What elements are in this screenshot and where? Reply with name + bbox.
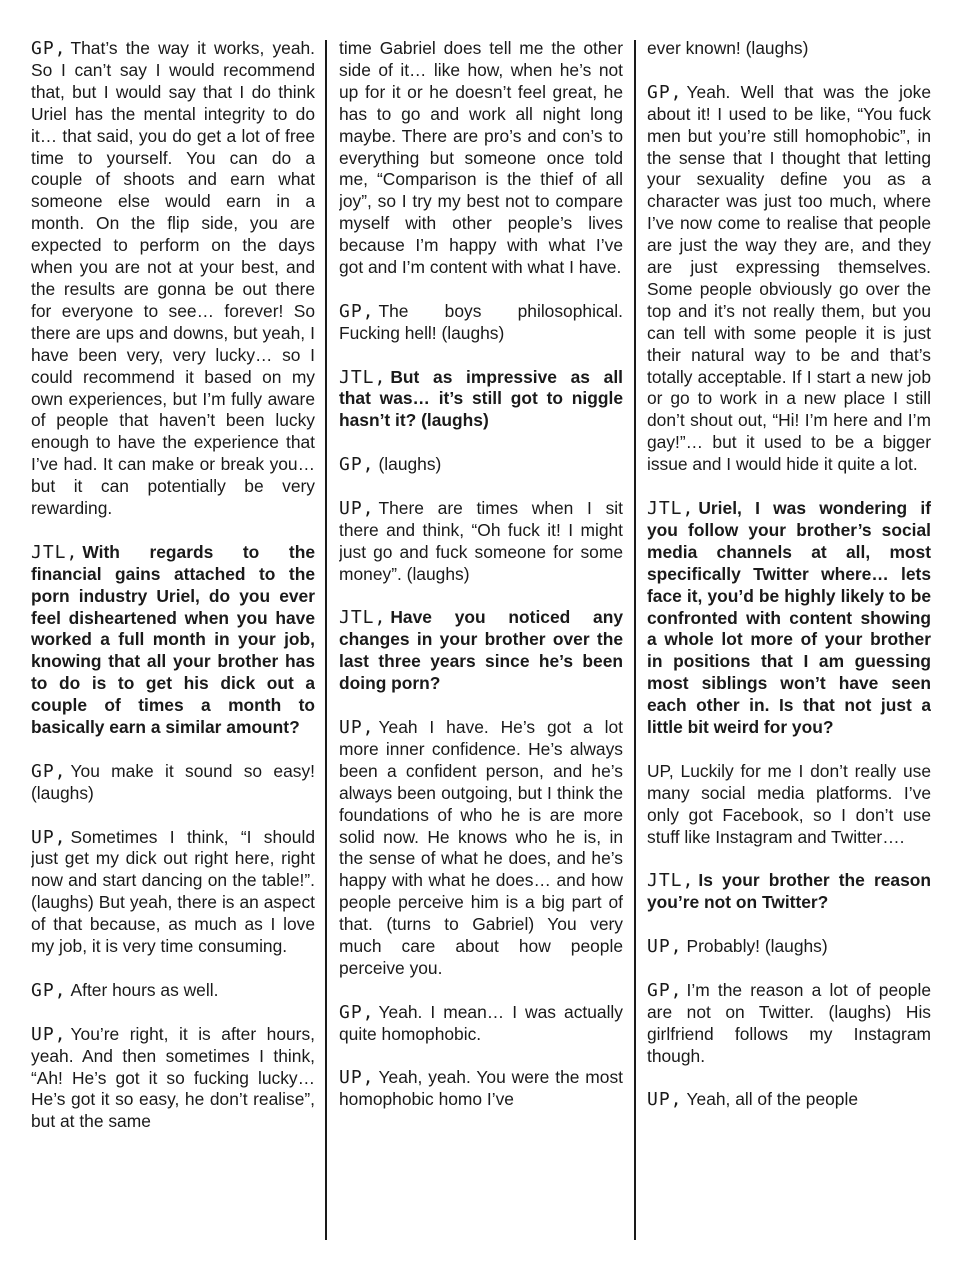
interview-paragraph bbox=[31, 761, 315, 805]
interviewer-question bbox=[339, 607, 623, 695]
speaker-tag: JTL, bbox=[339, 607, 387, 629]
interviewer-question bbox=[647, 498, 931, 739]
interview-paragraph bbox=[647, 38, 931, 60]
speaker-tag: UP, bbox=[339, 717, 375, 738]
speaker-tag: GP, bbox=[31, 38, 67, 59]
interviewer-question bbox=[339, 367, 623, 433]
column-1 bbox=[31, 38, 315, 1242]
paragraph-text: Yeah. Well that was the joke about it! I used to be like, “You fuck men but you’re still homophobic”, in the sense that I thought that letting your sexuality define you as a character was just too much, where I’ve now come to realise that people are just the way they are, and they are just expressing themselves. Some people obviously go over the top and it’s not really them, but you can tell with some people it is just their natural way to be and that’s totally acceptable. If I start a new job or go to work in a new place I still don’t shout out, “Hi! I’m here and I’m gay!”… but it used to be a bigger issue and I would hide it quite a lot. bbox=[647, 81, 931, 475]
speaker-tag: UP, bbox=[647, 1089, 683, 1111]
interview-paragraph bbox=[339, 1067, 623, 1111]
interview-paragraph bbox=[339, 1002, 623, 1046]
interview-paragraph bbox=[31, 1024, 315, 1134]
interview-paragraph bbox=[647, 936, 931, 958]
paragraph-text: That’s the way it works, yeah. So I can’t say I would recommend that, but I would say that I do think Uriel has the mental integrity to do it… that said, you do get a lot of free time to yourself. You can do a couple of shoots and earn what someone else would earn in a month. On the flip side, you are expected to perform on the days when you are not at your best, and the results are gonna be out there for everyone to see… forever! So there are ups and downs, but yeah, I have been very, very lucky… so I could recommend it based on my own experiences, but I’m fully aware of people that haven’t been lucky enough to have the experience that I’ve had. It can make or break you… but it can potentially be very rewarding. bbox=[31, 38, 315, 519]
paragraph-text: The boys philosophical. Fucking hell! (laughs) bbox=[339, 300, 623, 343]
column-2 bbox=[339, 38, 623, 1242]
interview-paragraph bbox=[31, 38, 315, 520]
speaker-tag: UP, bbox=[31, 1023, 67, 1045]
speaker-tag: GP, bbox=[339, 1001, 375, 1023]
speaker-tag: UP, bbox=[647, 936, 683, 958]
interview-paragraph bbox=[339, 38, 623, 279]
paragraph-text: With regards to the financial gains attached to the porn industry Uriel, do you ever feel disheartened when you have worked a full month in your job, knowing that all your brother has to do is to get his dick out a couple of times a month to basically earn a similar amount? bbox=[31, 541, 315, 738]
paragraph-text: Yeah, all of the people bbox=[686, 1089, 858, 1110]
paragraph-text: You’re right, it is after hours, yeah. And then sometimes I think, “Ah! He’s got it so fucking lucky… He’s got it so easy, he don’t realise”, but at the same bbox=[31, 1023, 315, 1132]
interview-paragraph bbox=[339, 454, 623, 476]
interviewer-question bbox=[647, 870, 931, 914]
interview-paragraph bbox=[31, 827, 315, 958]
interview-paragraph bbox=[339, 498, 623, 586]
paragraph-text: I’m the reason a lot of people are not on Twitter. (laughs) His girlfriend follows my Instagram though. bbox=[647, 979, 931, 1066]
paragraph-text: Yeah. I mean… I was actually quite homophobic. bbox=[339, 1001, 623, 1044]
paragraph-text: Is your brother the reason you’re not on Twitter? bbox=[647, 870, 931, 913]
paragraph-text: time Gabriel does tell me the other side of it… like how, when he’s not up for it or he doesn’t feel great, he has to go and work all night long maybe. There are pro’s and con’s to everything but someone once told me, “Comparison is the thief of all joy”, so I try my best not to compare myself with other people’s lives because I’m happy with what I’ve got and I’m content with what I have. bbox=[339, 38, 623, 278]
interview-paragraph bbox=[647, 980, 931, 1068]
interview-paragraph bbox=[647, 1089, 931, 1111]
speaker-tag: UP, bbox=[31, 826, 67, 848]
speaker-tag: UP, bbox=[339, 1067, 375, 1089]
speaker-tag: JTL, bbox=[339, 366, 387, 388]
speaker-tag: JTL, bbox=[31, 541, 79, 563]
paragraph-text: But as impressive as all that was… it’s still got to niggle hasn’t it? (laughs) bbox=[339, 366, 623, 431]
paragraph-text: Uriel, I was wondering if you follow your brother’s social media channels at all, most specifically Twitter where… lets face it, you’d be highly likely to be confronted with content showing a whole lot more of your brother in positions that I am guessing most siblings won’t have seen each other in. Is that not just a little bit weird for you? bbox=[647, 498, 931, 738]
interview-paragraph bbox=[339, 301, 623, 345]
speaker-tag: GP, bbox=[31, 979, 67, 1001]
speaker-tag: JTL, bbox=[647, 870, 695, 892]
paragraph-text: You make it sound so easy! (laughs) bbox=[31, 760, 315, 803]
interview-paragraph bbox=[31, 980, 315, 1002]
speaker-tag: GP, bbox=[647, 979, 683, 1001]
speaker-tag: UP, bbox=[339, 497, 375, 519]
paragraph-text: Sometimes I think, “I should just get my dick out right here, right now and start dancing on the table!”. (laughs) But yeah, there is an aspect of that because, as much as I love my job, it is very time consuming. bbox=[31, 826, 315, 957]
speaker-tag: GP, bbox=[339, 300, 375, 322]
interview-paragraph bbox=[339, 717, 623, 980]
paragraph-text: Yeah I have. He’s got a lot more inner confidence. He’s always been a confident person, and he’s always been outgoing, but I think the foundations of who he is are more solid now. He knows who he is, in the sense of what he does, and he’s happy with what he does… and how people perceive him is a big part of that. (turns to Gabriel) You very much care about how people perceive you. bbox=[339, 717, 623, 978]
paragraph-text: Probably! (laughs) bbox=[686, 936, 828, 957]
interview-paragraph bbox=[647, 761, 931, 849]
speaker-tag: GP, bbox=[339, 454, 375, 476]
column-3 bbox=[647, 38, 931, 1242]
paragraph-text: There are times when I sit there and think, “Oh fuck it! I might just go and fuck someone for some money”. (laughs) bbox=[339, 497, 623, 584]
column-divider bbox=[634, 40, 636, 1240]
paragraph-text: (laughs) bbox=[378, 454, 442, 475]
speaker-tag: GP, bbox=[647, 81, 683, 103]
paragraph-text: Yeah, yeah. You were the most homophobic homo I’ve bbox=[339, 1067, 623, 1110]
interview-paragraph bbox=[647, 82, 931, 476]
interviewer-question bbox=[31, 542, 315, 739]
paragraph-text: Have you noticed any changes in your brother over the last three years since he’s been doing porn? bbox=[339, 607, 623, 694]
paragraph-text: UP, Luckily for me I don’t really use many social media platforms. I’ve only got Facebook, so I don’t use stuff like Instagram and Twitter…. bbox=[647, 760, 931, 847]
column-divider bbox=[325, 40, 327, 1240]
speaker-tag: JTL, bbox=[647, 498, 695, 519]
paragraph-text: ever known! (laughs) bbox=[647, 38, 809, 58]
speaker-tag: GP, bbox=[31, 760, 67, 782]
paragraph-text: After hours as well. bbox=[70, 979, 219, 1000]
